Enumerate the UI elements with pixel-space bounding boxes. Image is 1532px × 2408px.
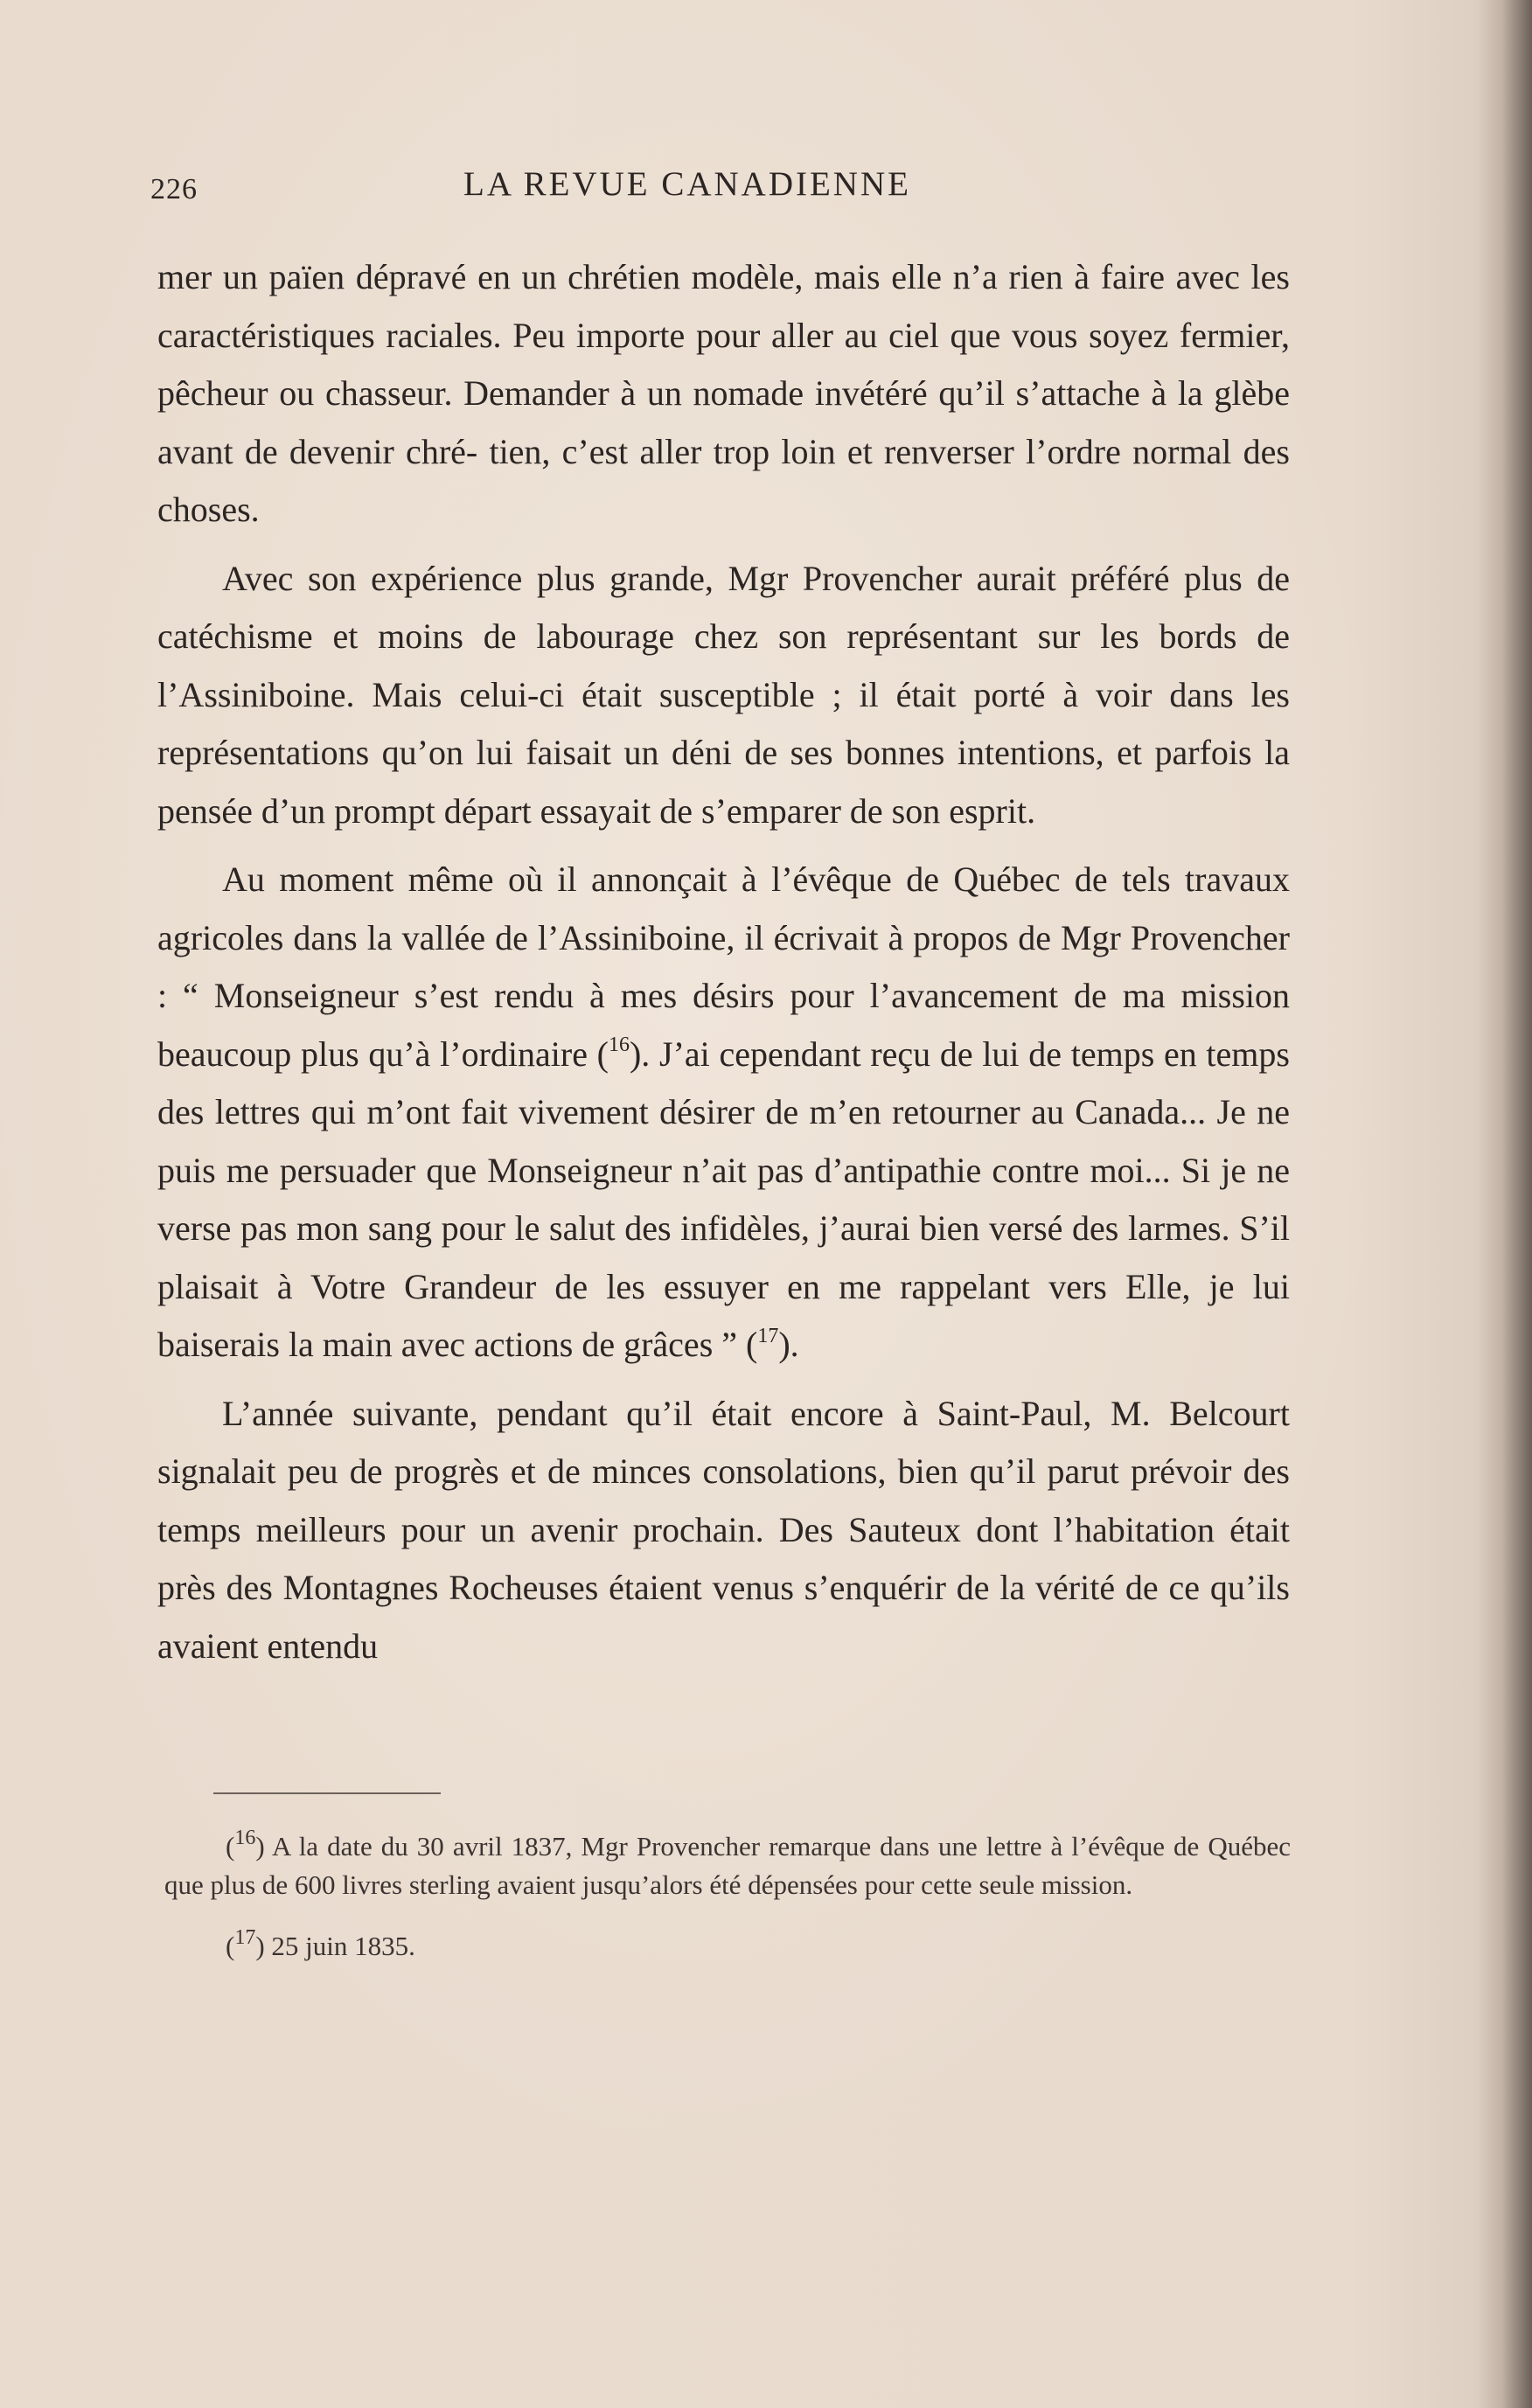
footnote-17-close: ) xyxy=(255,1931,265,1961)
spine-shadow xyxy=(1478,0,1532,2408)
paragraph-4: L’année suivante, pendant qu’il était encore à Saint-Paul, M. Belcourt signalait peu de progrès et de minces consolations, bien qu’il parut prévoir des temps meilleurs pour un avenir prochain. Des Sauteux dont l’habitation était près des Montagnes Rocheuses étaient venus s’enquérir de la vérité de ce qu’ils avaient entendu xyxy=(157,1393,1290,1666)
paragraph-3-text-end: ). xyxy=(778,1325,799,1364)
footnote-16 xyxy=(164,1827,1291,1904)
paragraph-2: Avec son expérience plus grande, Mgr Provencher aurait préféré plus de catéchisme et moins de labourage chez son représentant sur les bords de l’Assiniboine. Mais celui-ci était susceptible ; il était porté à voir dans les représentations qu’on lui faisait un déni de ses bonnes intentions, et parfois la pensée d’un prompt départ essayait de s’emparer de son esprit. xyxy=(157,558,1290,831)
running-head xyxy=(150,164,1292,210)
footnote-17 xyxy=(164,1927,1291,1966)
paragraph-1: mer un païen dépravé en un chrétien modèle, mais elle n’a rien à faire avec les caractéristiques raciales. Peu importe pour aller au ciel que vous soyez fermier, pêcheur ou chasseur. Demander à un nomade invétéré qu’il s’attache à la glèbe avant de devenir chré- tien, c’est aller trop loin et renverser l’ordre normal des choses. xyxy=(157,257,1290,529)
footnote-17-marker: 17 xyxy=(234,1925,256,1949)
footnote-ref-16: 16 xyxy=(608,1033,630,1057)
footnote-17-text: 25 juin 1835. xyxy=(264,1931,415,1961)
footnotes xyxy=(164,1827,1291,1988)
paragraph-3-text: Au moment même où il annonçait à l’évêque de Québec de tels travaux agricoles dans la vallée de l’Assiniboine, il écrivait à propos de Mgr Provencher : “ Monseigneur s’est rendu à mes désirs pour l’avancement de ma mission beaucoup plus qu’à l’ordinaire ( xyxy=(157,860,1290,1074)
footnote-16-close: ) xyxy=(255,1831,265,1862)
footnote-16-open: ( xyxy=(226,1831,235,1862)
footnote-16-text: A la date du 30 avril 1837, Mgr Provencher remarque dans une lettre à l’évêque de Québec que plus de 600 livres sterling avaient jusqu’alors été dépensées pour cette seule mission. xyxy=(164,1831,1291,1900)
page-number: 226 xyxy=(150,173,198,205)
footnote-ref-17: 17 xyxy=(757,1324,779,1347)
journal-title: LA REVUE CANADIENNE xyxy=(463,165,911,203)
paragraph-3 xyxy=(157,851,1290,1375)
footnote-separator xyxy=(213,1792,441,1794)
footnote-16-marker: 16 xyxy=(234,1826,256,1849)
paragraph-3-text-continued: ). J’ai cependant reçu de lui de temps en temps des lettres qui m’ont fait vivement désirer de m’en retourner au Canada... Je ne puis me persuader que Monseigneur n’ait pas d’antipathie contre moi... Si je ne verse pas mon sang pour le salut des infidèles, j’aurai bien versé des larmes. S’il plaisait à Votre Grandeur de les essuyer en me rappelant vers Elle, je lui baiserais la main avec actions de grâces ” ( xyxy=(157,1033,1290,1364)
body-text xyxy=(157,248,1290,1686)
footnote-17-open: ( xyxy=(226,1931,235,1961)
